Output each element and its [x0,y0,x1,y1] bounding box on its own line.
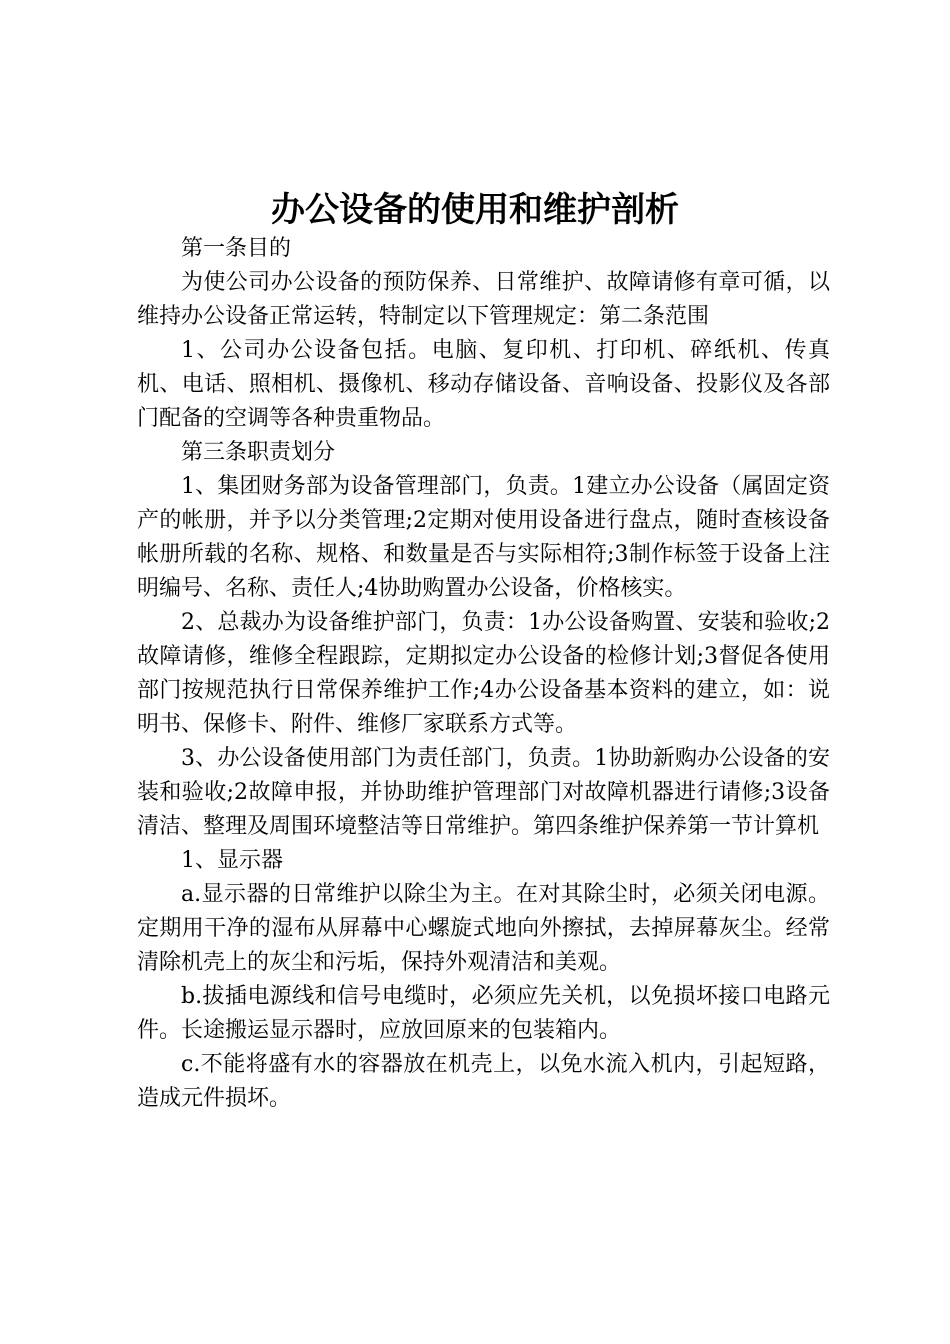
paragraph-purpose: 为使公司办公设备的预防保养、日常维护、故障请修有章可循，以维持办公设备正常运转，特制定以下管理规定：第二条范围 [137,270,830,329]
paragraph-monitor-c: c.不能将盛有水的容器放在机壳上，以免水流入机内，引起短路，造成元件损坏。 [137,1052,830,1111]
paragraph-monitor-heading: 1、显示器 [181,848,283,873]
document-title: 办公设备的使用和维护剖析 [271,190,679,230]
paragraph-monitor-a: a.显示器的日常维护以除尘为主。在对其除尘时，必须关闭电源。定期用干净的湿布从屏幕中心螺旋式地向外擦拭，去掉屏幕灰尘。经常清除机壳上的灰尘和污垢，保持外观清洁和美观。 [137,882,830,975]
paragraph-duty-president-office: 2、总裁办为设备维护部门，负责：1办公设备购置、安装和验收;2故障请修，维修全程跟踪，定期拟定办公设备的检修计划;3督促各使用部门按规范执行日常保养维护工作;4办公设备基本资料的建立，如：说明书、保修卡、附件、维修厂家联系方式等。 [137,610,830,737]
paragraph-monitor-b: b.拔插电源线和信号电缆时，必须应先关机，以免损坏接口电路元件。长途搬运显示器时，应放回原来的包装箱内。 [137,984,830,1043]
paragraph-duty-user-department: 3、办公设备使用部门为责任部门，负责。1协助新购办公设备的安装和验收;2故障申报，并协助维护管理部门对故障机器进行请修;3设备清洁、整理及周围环境整洁等日常维护。第四条维护保养第一节计算机 [137,746,830,839]
document-body [137,232,830,1116]
paragraph-scope-item-1: 1、公司办公设备包括。电脑、复印机、打印机、碎纸机、传真机、电话、照相机、摄像机、移动存储设备、音响设备、投影仪及各部门配备的空调等各种贵重物品。 [137,338,830,431]
paragraph-article-3-heading: 第三条职责划分 [181,440,336,465]
paragraph-duty-finance: 1、集团财务部为设备管理部门，负责。1建立办公设备（属固定资产的帐册，并予以分类管理;2定期对使用设备进行盘点，随时查核设备帐册所载的名称、规格、和数量是否与实际相符;3制作标签于设备上注明编号、名称、责任人;4协助购置办公设备，价格核实。 [137,474,830,601]
paragraph-article-1-heading: 第一条目的 [181,236,292,261]
